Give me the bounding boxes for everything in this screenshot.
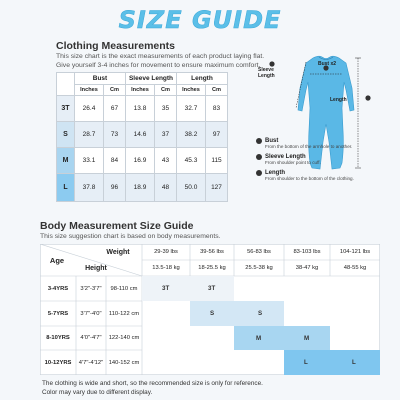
- size-block-3t: [142, 276, 234, 301]
- table-cell: 84: [104, 148, 126, 174]
- bullet-icon: [256, 138, 262, 144]
- clothing-measurement-table: [56, 72, 228, 202]
- table-cell: 96: [104, 174, 126, 202]
- legend-title: Sleeve Length: [265, 154, 306, 160]
- description-line: Give yourself 3-4 inches for movement to ensure maximum comfort.: [56, 61, 261, 69]
- age-cell: 10-12YRS: [44, 359, 72, 366]
- size-block-label: M: [256, 334, 262, 342]
- unit-header: Inches: [75, 85, 104, 96]
- table-cell: 13.8: [126, 96, 155, 122]
- weight-kg-cell: 18-25.5 kg: [198, 265, 226, 271]
- footer-notes: [42, 379, 263, 397]
- size-block-label: S: [210, 310, 215, 317]
- table-corner: [57, 73, 75, 96]
- table-cell: 37: [155, 122, 177, 148]
- legend-title: Bust: [265, 138, 279, 144]
- unit-header: Cm: [155, 85, 177, 96]
- legend-title: Length: [265, 170, 285, 176]
- sleeve-length-label: Sleeve Length: [258, 67, 275, 79]
- size-label: S: [57, 122, 75, 148]
- column-header-bust: Bust: [75, 73, 126, 85]
- weight-kg-cell: 38-47 kg: [295, 265, 319, 271]
- table-cell: 83: [206, 96, 228, 122]
- column-header-length: Length: [177, 73, 228, 85]
- table-cell: 33.1: [75, 148, 104, 174]
- size-block-label: 3T: [208, 285, 216, 292]
- legend-description: From shoulder to the bottom of the clothing.: [265, 176, 354, 181]
- legend-item: [256, 170, 396, 182]
- unit-header: Inches: [126, 85, 155, 96]
- table-cell: 16.9: [126, 148, 155, 174]
- weight-lbs-cell: 39-56 lbs: [200, 249, 224, 255]
- table-cell: 37.8: [75, 174, 104, 202]
- table-cell: 38.2: [177, 122, 206, 148]
- height-in-cell: 3'2"-3'7": [80, 285, 102, 292]
- height-in-cell: 4'7"-4'12": [78, 359, 104, 366]
- size-block-l: [284, 350, 380, 375]
- description-line: This size chart is the exact measurements of each product laying flat.: [56, 53, 265, 60]
- age-cell: 8-10YRS: [46, 335, 70, 341]
- unit-header: Cm: [104, 85, 126, 96]
- table-cell: 67: [104, 96, 126, 122]
- age-cell: 5-7YRS: [47, 310, 69, 317]
- height-cm-cell: 122-140 cm: [108, 335, 140, 341]
- weight-kg-cell: 25.5-38 kg: [245, 265, 273, 271]
- table-cell: 50.0: [177, 174, 206, 202]
- size-label: M: [57, 148, 75, 174]
- weight-lbs-cell: 56-83 lbs: [247, 249, 271, 255]
- size-label: L: [57, 174, 75, 202]
- table-cell: 115: [206, 148, 228, 174]
- weight-lbs-cell: 104-121 lbs: [339, 249, 371, 255]
- bullet-icon: [256, 170, 262, 176]
- legend-description: From shoulder point to cuff.: [265, 160, 321, 165]
- table-cell: 97: [206, 122, 228, 148]
- size-block-label: L: [304, 359, 308, 366]
- unit-header: Cm: [206, 85, 228, 96]
- size-block-label: M: [304, 334, 310, 342]
- table-row: [57, 174, 228, 202]
- section-title-clothing: Clothing Measurements: [56, 40, 176, 52]
- marker-sleeve: [269, 61, 274, 66]
- height-cm-cell: 98-110 cm: [110, 285, 138, 292]
- table-cell: 48: [155, 174, 177, 202]
- page-title: SIZE GUIDE: [118, 6, 282, 34]
- weight-kg-cell: 48-55 kg: [343, 265, 367, 271]
- height-cm-cell: 110-122 cm: [108, 310, 140, 317]
- table-cell: 35: [155, 96, 177, 122]
- table-cell: 26.4: [75, 96, 104, 122]
- section-description-body: This size suggestion chart is based on body measurements.: [40, 233, 221, 240]
- table-cell: 127: [206, 174, 228, 202]
- table-cell: 45.3: [177, 148, 206, 174]
- legend-description: From the bottom of the armhole to another.: [265, 144, 353, 149]
- table-row: [57, 148, 228, 174]
- table-row: [57, 96, 228, 122]
- table-cell: 73: [104, 122, 126, 148]
- legend-item: [256, 138, 396, 150]
- table-cell: 28.7: [75, 122, 104, 148]
- unit-header: Inches: [177, 85, 206, 96]
- bust-label: Bust x2: [317, 61, 337, 67]
- legend-item: [256, 154, 396, 166]
- table-cell: 14.6: [126, 122, 155, 148]
- footer-note: The clothing is wide and short, so the recommended size is only for reference.: [42, 380, 263, 387]
- weight-header: Weight: [106, 248, 130, 256]
- table-cell: 32.7: [177, 96, 206, 122]
- weight-lbs-cell: 83-103 lbs: [293, 249, 321, 255]
- height-cm-cell: 140-152 cm: [108, 359, 140, 366]
- length-label: Length: [330, 97, 347, 103]
- table-row: [57, 122, 228, 148]
- body-size-table: [40, 244, 380, 375]
- age-header: Age: [49, 255, 65, 265]
- size-block-m: [234, 326, 330, 350]
- age-cell: 3-4YRS: [47, 285, 69, 292]
- size-block-label: L: [352, 359, 356, 366]
- section-title-body: Body Measurement Size Guide: [40, 220, 194, 232]
- marker-length: [365, 95, 370, 100]
- size-label: 3T: [57, 96, 75, 122]
- table-cell: 18.9: [126, 174, 155, 202]
- measurement-legend: [256, 138, 396, 186]
- height-in-cell: 3'7"-4'0": [80, 310, 102, 317]
- height-in-cell: 4'0"-4'7": [80, 335, 102, 341]
- footer-note: Color may vary due to different display.: [42, 389, 153, 396]
- table-cell: 43: [155, 148, 177, 174]
- size-block-label: S: [258, 310, 263, 317]
- weight-lbs-cell: 29-39 lbs: [154, 249, 178, 255]
- size-block-s: [190, 301, 284, 326]
- weight-kg-cell: 13.5-18 kg: [152, 265, 180, 271]
- height-header: Height: [85, 264, 107, 272]
- column-header-sleeve: Sleeve Length: [126, 73, 177, 85]
- size-block-label: 3T: [162, 285, 170, 292]
- bullet-icon: [256, 154, 262, 160]
